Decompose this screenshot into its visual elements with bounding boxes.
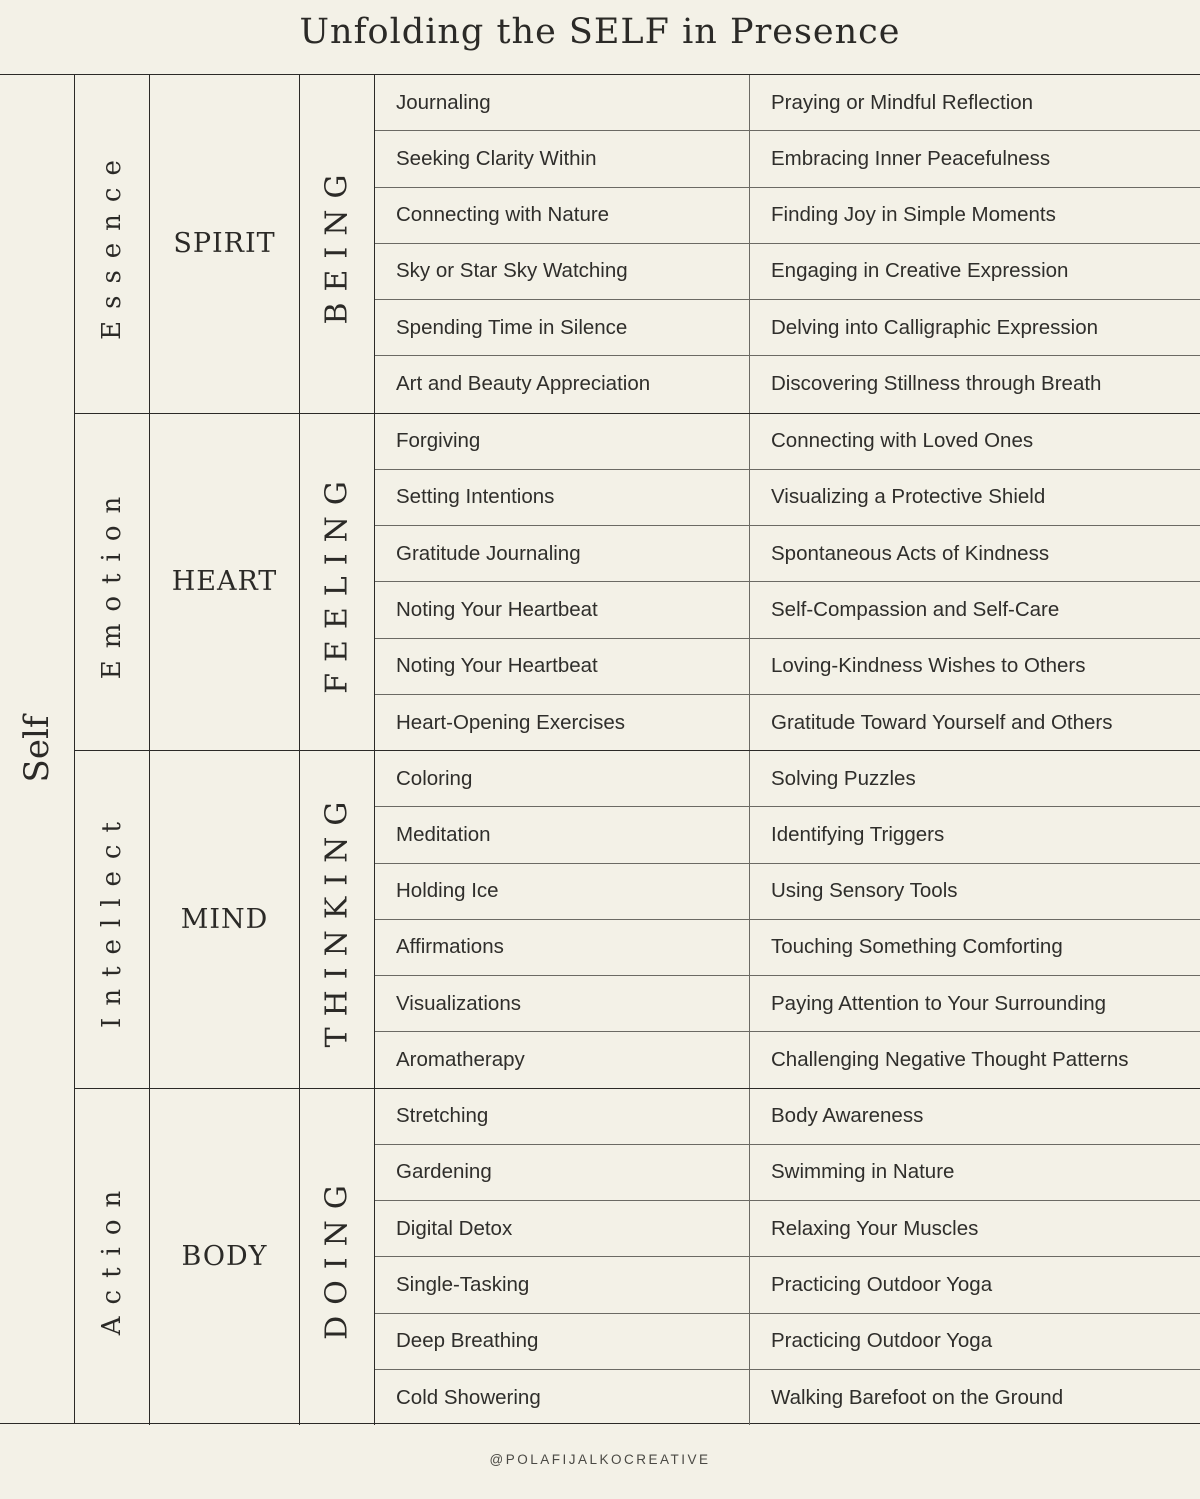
category-cell	[75, 751, 150, 1088]
mode-cell	[300, 751, 375, 1088]
section-2	[75, 750, 1200, 1088]
activity-right: Walking Barefoot on the Ground	[771, 1385, 1064, 1409]
activity-left: Cold Showering	[396, 1385, 541, 1409]
mode-cell	[300, 1089, 375, 1426]
category-label: Action	[97, 1178, 127, 1335]
activities-list	[375, 75, 1200, 413]
table-row	[375, 976, 1200, 1032]
activity-right: Gratitude Toward Yourself and Others	[771, 710, 1113, 734]
activity-left: Visualizations	[396, 991, 521, 1015]
name-cell	[150, 75, 300, 413]
activity-right: Finding Joy in Simple Moments	[771, 203, 1056, 227]
table-row	[375, 1089, 1200, 1145]
self-label: Self	[17, 715, 57, 783]
table-row	[375, 356, 1200, 412]
self-table	[0, 74, 1200, 1424]
table-row	[375, 131, 1200, 187]
activity-right: Relaxing Your Muscles	[771, 1216, 979, 1240]
activity-left: Meditation	[396, 822, 491, 846]
name-cell	[150, 1089, 300, 1426]
activity-right: Swimming in Nature	[771, 1160, 955, 1184]
activity-left: Holding Ice	[396, 879, 499, 903]
activity-right: Engaging in Creative Expression	[771, 259, 1069, 283]
self-column	[0, 75, 75, 1423]
section-name: HEART	[171, 566, 278, 598]
activity-left: Gratitude Journaling	[396, 541, 581, 565]
activity-right: Discovering Stillness through Breath	[771, 372, 1102, 396]
table-row	[375, 695, 1200, 751]
activity-right: Spontaneous Acts of Kindness	[771, 541, 1050, 565]
activity-left: Connecting with Nature	[396, 203, 610, 227]
mode-label: FEELING	[319, 469, 355, 694]
table-row	[375, 1314, 1200, 1370]
page-title: Unfolding the SELF in Presence	[299, 12, 901, 52]
table-row	[375, 244, 1200, 300]
activity-right: Body Awareness	[771, 1104, 924, 1128]
activity-left: Gardening	[396, 1160, 492, 1184]
table-row	[375, 920, 1200, 976]
section-name: BODY	[181, 1241, 268, 1273]
activity-right: Praying or Mindful Reflection	[771, 90, 1034, 114]
table-row	[375, 470, 1200, 526]
table-row	[375, 807, 1200, 863]
category-label: Emotion	[97, 484, 127, 679]
table-row	[375, 75, 1200, 131]
section-1	[75, 413, 1200, 751]
table-row	[375, 582, 1200, 638]
table-row	[375, 1257, 1200, 1313]
activities-list	[375, 1089, 1200, 1426]
activities-list	[375, 414, 1200, 751]
activity-left: Sky or Star Sky Watching	[396, 259, 628, 283]
activity-right: Practicing Outdoor Yoga	[771, 1272, 993, 1296]
category-cell	[75, 75, 150, 413]
activity-left: Art and Beauty Appreciation	[396, 372, 651, 396]
table-row	[375, 1201, 1200, 1257]
footer-credit: @POLAFIJALKOCREATIVE	[489, 1452, 711, 1467]
table-row	[375, 1032, 1200, 1088]
category-cell	[75, 414, 150, 751]
section-3	[75, 1088, 1200, 1426]
section-0	[75, 75, 1200, 413]
mode-cell	[300, 75, 375, 413]
table-row	[375, 188, 1200, 244]
activity-left: Single-Tasking	[396, 1272, 530, 1296]
section-name: SPIRIT	[173, 228, 276, 260]
activities-list	[375, 751, 1200, 1088]
activity-left: Coloring	[396, 766, 473, 790]
activity-left: Noting Your Heartbeat	[396, 597, 598, 621]
activity-left: Journaling	[396, 90, 491, 114]
activity-right: Delving into Calligraphic Expression	[771, 315, 1099, 339]
table-row	[375, 414, 1200, 470]
activity-right: Loving-Kindness Wishes to Others	[771, 654, 1086, 678]
activity-right: Solving Puzzles	[771, 766, 916, 790]
category-label: Intellect	[97, 810, 127, 1029]
activity-right: Embracing Inner Peacefulness	[771, 146, 1051, 170]
activity-left: Seeking Clarity Within	[396, 146, 597, 170]
mode-label: DOING	[319, 1173, 355, 1340]
activity-left: Affirmations	[396, 935, 504, 959]
category-cell	[75, 1089, 150, 1426]
section-name: MIND	[180, 903, 269, 935]
table-row	[375, 639, 1200, 695]
mode-cell	[300, 414, 375, 751]
activity-left: Digital Detox	[396, 1216, 513, 1240]
name-cell	[150, 414, 300, 751]
table-row	[375, 1145, 1200, 1201]
table-row	[375, 300, 1200, 356]
activity-left: Noting Your Heartbeat	[396, 654, 598, 678]
category-label: Essence	[97, 147, 127, 340]
activity-right: Paying Attention to Your Surrounding	[771, 991, 1107, 1015]
table-row	[375, 864, 1200, 920]
activity-left: Forgiving	[396, 429, 481, 453]
activity-left: Spending Time in Silence	[396, 315, 628, 339]
activity-left: Stretching	[396, 1104, 489, 1128]
activity-left: Heart-Opening Exercises	[396, 710, 626, 734]
mode-label: THINKING	[319, 790, 355, 1048]
activity-right: Practicing Outdoor Yoga	[771, 1329, 993, 1353]
activity-right: Visualizing a Protective Shield	[771, 485, 1046, 509]
name-cell	[150, 751, 300, 1088]
mode-label: BEING	[319, 163, 355, 325]
activity-left: Aromatherapy	[396, 1048, 525, 1072]
activity-left: Setting Intentions	[396, 485, 555, 509]
table-row	[375, 751, 1200, 807]
activity-left: Deep Breathing	[396, 1329, 539, 1353]
activity-right: Using Sensory Tools	[771, 879, 958, 903]
table-row	[375, 1370, 1200, 1426]
activity-right: Touching Something Comforting	[771, 935, 1063, 959]
activity-right: Challenging Negative Thought Patterns	[771, 1048, 1129, 1072]
activity-right: Connecting with Loved Ones	[771, 429, 1034, 453]
activity-right: Self-Compassion and Self-Care	[771, 597, 1060, 621]
activity-right: Identifying Triggers	[771, 822, 945, 846]
table-row	[375, 526, 1200, 582]
